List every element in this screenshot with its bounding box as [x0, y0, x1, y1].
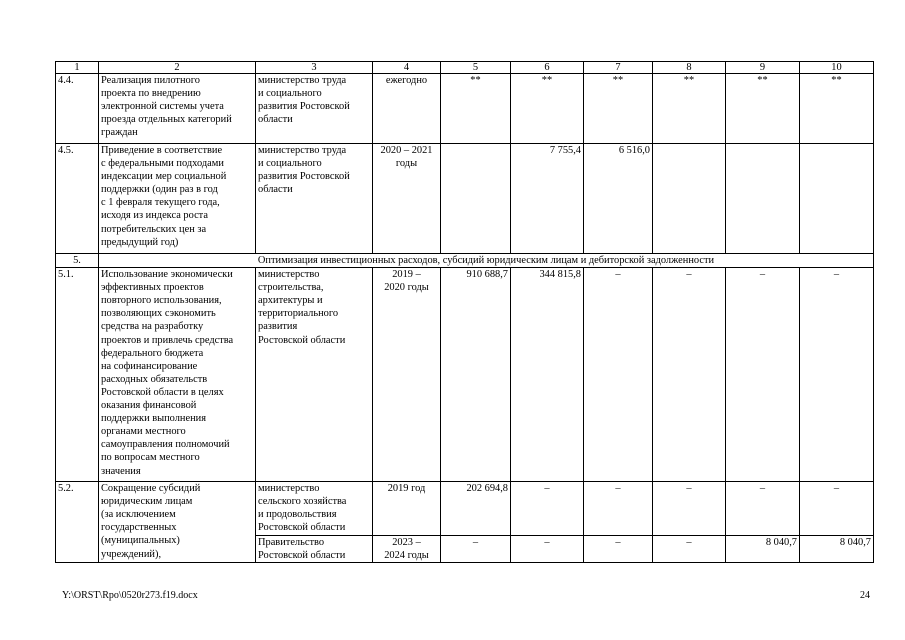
text-line: министерство: [258, 269, 320, 281]
header-cell: 9: [726, 62, 800, 74]
value-cell: –: [726, 268, 800, 482]
text-line: архитектуры и: [258, 295, 323, 307]
text-line: повторного использования,: [101, 295, 222, 307]
term-cell: [373, 144, 441, 254]
text-line: по вопросам местного: [101, 452, 200, 464]
text-line: самоуправления полномочий: [101, 439, 230, 451]
term-cell: 2019 год: [373, 482, 441, 536]
header-cell: 2: [99, 62, 256, 74]
measure-cell: [99, 144, 256, 254]
value-cell: 910 688,7: [441, 268, 511, 482]
text-line: развития: [258, 321, 298, 333]
value-cell: –: [584, 536, 653, 563]
footer-file-path: Y:\ORST\Rpo\0520r273.f19.docx: [62, 590, 198, 601]
text-line: Реализация пилотного: [101, 75, 200, 86]
header-cell: 8: [653, 62, 726, 74]
text-line: развития Ростовской: [258, 101, 350, 113]
term-cell: [373, 536, 441, 563]
row-number: 4.4.: [56, 74, 99, 144]
text-line: поддержки выполнения: [101, 413, 206, 425]
value-cell: –: [511, 536, 584, 563]
value-cell: –: [511, 482, 584, 536]
value-cell: 6 516,0: [584, 144, 653, 254]
text-line: и социального: [258, 158, 322, 170]
text-line: индексации мер социальной: [101, 171, 227, 183]
table-row-5-2: [56, 482, 874, 536]
text-line: значения: [101, 465, 141, 477]
text-line: Ростовской области: [258, 334, 346, 346]
measure-cell: [99, 268, 256, 482]
text-line: 2019 –: [392, 269, 421, 281]
value-cell: –: [584, 482, 653, 536]
text-line: строительства,: [258, 282, 324, 294]
text-line: развития Ростовской: [258, 171, 350, 183]
value-cell: –: [800, 482, 874, 536]
header-row: [56, 62, 874, 74]
value-cell: [726, 144, 800, 254]
text-line: Ростовской области: [258, 550, 346, 562]
measure-cell: [99, 482, 256, 563]
executor-cell: [256, 536, 373, 563]
value-cell: [441, 144, 511, 254]
term-cell: [373, 268, 441, 482]
section-row-5: [56, 254, 874, 268]
executor-cell: [256, 74, 373, 144]
text-line: 2023 –: [392, 537, 421, 549]
header-cell: 4: [373, 62, 441, 74]
text-line: 2024 годы: [384, 550, 429, 562]
text-line: и продовольствия: [258, 509, 337, 521]
value-cell: 8 040,7: [800, 536, 874, 563]
text-line: проектов и привлечь средства: [101, 334, 234, 346]
row-number: 5.2.: [56, 482, 99, 563]
value-cell: **: [800, 74, 874, 144]
text-line: министерство труда: [258, 75, 347, 86]
text-line: территориального: [258, 308, 339, 320]
text-line: Приведение в соответствие: [101, 145, 223, 156]
text-line: сельского хозяйства: [258, 496, 347, 508]
text-line: 2020 – 2021: [380, 145, 433, 156]
value-cell: –: [653, 536, 726, 563]
text-line: юридическим лицам: [101, 496, 193, 508]
text-line: Ростовской области: [258, 522, 346, 534]
table-row-4-5: [56, 144, 874, 254]
executor-cell: [256, 144, 373, 254]
text-line: области: [258, 114, 293, 126]
text-line: и социального: [258, 88, 322, 100]
text-line: области: [258, 184, 293, 196]
header-cell: 7: [584, 62, 653, 74]
row-number: 5.: [56, 254, 99, 268]
text-line: федерального бюджета: [101, 347, 204, 359]
text-line: проекта по внедрению: [101, 88, 201, 100]
executor-cell: [256, 482, 373, 536]
text-line: Ростовской области в целях: [101, 386, 224, 398]
text-line: потребительских цен за: [101, 223, 207, 235]
text-line: годы: [395, 158, 418, 170]
value-cell: **: [653, 74, 726, 144]
value-cell: –: [653, 482, 726, 536]
measure-cell: [99, 74, 256, 144]
value-cell: **: [584, 74, 653, 144]
value-cell: **: [441, 74, 511, 144]
text-line: эффективных проектов: [101, 282, 204, 294]
text-line: (муниципальных): [101, 535, 180, 547]
table-row-5-1: [56, 268, 874, 482]
text-line: позволяющих сэкономить: [101, 308, 216, 320]
text-line: оказания финансовой: [101, 400, 197, 412]
value-cell: 7 755,4: [511, 144, 584, 254]
text-line: с федеральными подходами: [101, 158, 224, 170]
text-line: Использование экономически: [101, 269, 233, 281]
text-line: на софинансирование: [101, 360, 198, 372]
text-line: министерство труда: [258, 145, 347, 156]
table-row-4-4: [56, 74, 874, 144]
text-line: учреждений),: [101, 548, 162, 560]
text-line: расходных обязательств: [101, 373, 208, 385]
text-line: 2020 годы: [384, 282, 429, 294]
section-title: Оптимизация инвестиционных расходов, субсидий юридическим лицам и дебиторской задолженности: [99, 254, 874, 268]
main-table: [55, 61, 874, 563]
row-number: 5.1.: [56, 268, 99, 482]
value-cell: –: [653, 268, 726, 482]
term-cell: ежегодно: [373, 74, 441, 144]
value-cell: [653, 144, 726, 254]
value-cell: [800, 144, 874, 254]
text-line: органами местного: [101, 426, 186, 438]
header-cell: 3: [256, 62, 373, 74]
text-line: электронной системы учета: [101, 101, 224, 113]
text-line: (за исключением: [101, 509, 176, 521]
value-cell: 344 815,8: [511, 268, 584, 482]
text-line: министерство: [258, 483, 320, 495]
text-line: средства на разработку: [101, 321, 204, 333]
value-cell: –: [584, 268, 653, 482]
value-cell: –: [800, 268, 874, 482]
text-line: граждан: [101, 127, 138, 139]
text-line: исходя из индекса роста: [101, 210, 208, 222]
header-cell: 6: [511, 62, 584, 74]
text-line: проезда отдельных категорий: [101, 114, 232, 126]
text-line: предыдущий год): [101, 236, 179, 248]
row-number: 4.5.: [56, 144, 99, 254]
header-cell: 1: [56, 62, 99, 74]
value-cell: –: [441, 536, 511, 563]
text-line: поддержки (один раз в год: [101, 184, 218, 196]
page-number: 24: [860, 590, 870, 601]
value-cell: 202 694,8: [441, 482, 511, 536]
executor-cell: [256, 268, 373, 482]
text-line: с 1 февраля текущего года,: [101, 197, 220, 209]
text-line: Правительство: [258, 537, 325, 549]
header-cell: 5: [441, 62, 511, 74]
header-cell: 10: [800, 62, 874, 74]
text-line: государственных: [101, 522, 177, 534]
text-line: Сокращение субсидий: [101, 483, 201, 495]
value-cell: **: [511, 74, 584, 144]
value-cell: **: [726, 74, 800, 144]
value-cell: 8 040,7: [726, 536, 800, 563]
value-cell: –: [726, 482, 800, 536]
